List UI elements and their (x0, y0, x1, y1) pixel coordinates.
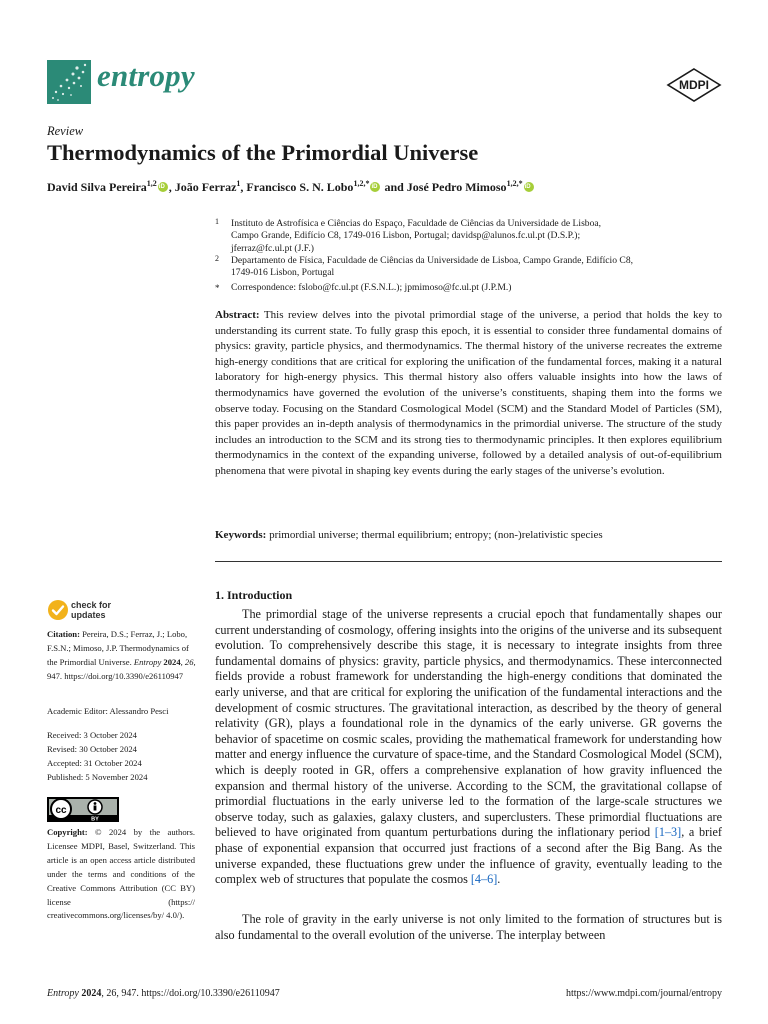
citation-volume: 26 (184, 656, 194, 667)
svg-text:cc: cc (55, 805, 67, 816)
check-updates-line1: check for (71, 600, 112, 610)
citation-pages: , 947. (47, 656, 196, 681)
affiliation-2 (231, 255, 711, 280)
citation-year: 2024 (163, 656, 181, 667)
keywords (215, 528, 722, 543)
author-name: David Silva Pereira (47, 180, 147, 194)
date-accepted: Accepted: 31 October 2024 (47, 757, 142, 768)
paragraph-text: , a brief phase of exponential expansion that occurred just fractions of a second after the Big Bang. As the universe expanded, these fluctuations grew under the influence of gravity, eventually leading to the complex web of structures that populate the cosmos (215, 825, 722, 887)
footer-citation (47, 988, 280, 999)
author-separator: , (168, 180, 175, 194)
citation-doi-link[interactable]: https://doi.org/10.3390/e26110947 (64, 670, 184, 681)
copyright-label: Copyright: (47, 827, 88, 837)
abstract-divider (215, 561, 722, 562)
author-name: Francisco S. N. Lobo (246, 180, 354, 194)
keywords-label: Keywords: (215, 529, 267, 541)
affiliation-1-line: Campo Grande, Edifício C8, 1749-016 Lisbon, Portugal; davidsp@alunos.fc.ul.pt (D.S.P.); (231, 230, 581, 242)
orcid-icon[interactable] (370, 182, 380, 192)
keywords-text: primordial universe; thermal equilibrium; entropy; (non-)relativistic species (269, 529, 603, 541)
footer-details: , 26, 947. https://doi.org/10.3390/e26110947 (101, 988, 280, 999)
correspondence-marker: * (215, 283, 220, 293)
article-type: Review (47, 124, 84, 138)
cc-badge-label: BY (91, 816, 99, 822)
publication-dates (47, 729, 197, 785)
intro-paragraph-2: The role of gravity in the early universe is not only limited to the formation of structures but is also fundamental to the overall evolution of the universe. The interplay between (215, 912, 722, 942)
abstract (215, 308, 722, 480)
author-affiliation-marker: 1,2,* (506, 179, 523, 188)
affiliation-1-number: 1 (215, 217, 219, 226)
section-heading: 1. Introduction (215, 588, 293, 602)
author-affiliation-marker: 1,2 (146, 179, 157, 188)
academic-editor: Academic Editor: Alessandro Pesci (47, 706, 169, 716)
footer-journal: Entropy (47, 988, 79, 999)
reference-link[interactable]: [4–6] (470, 872, 498, 887)
affiliation-1-line: jferraz@fc.ul.pt (J.F.) (231, 242, 314, 254)
copyright-text: © 2024 by the authors. Licensee MDPI, Basel, Switzerland. This article is an open access article distributed under the terms and conditions of the Creative Commons Attribution (CC BY) license (https:// creativecommons.org/licenses/by/ 4.0/). (47, 827, 195, 921)
paragraph-text: The primordial stage of the universe represents a crucial epoch that fundamentally shapes our current understanding of cosmology, offering insights into the origins of the universe and its subsequent evolution. To comprehensively describe this stage, it is necessary to integrate insights from three fundamental domains of physics: gravity, particle physics, and thermodynamics. These interconnected fields provide a robust framework for understanding the high-energy conditions that dominated the early universe, and that are critical for exploring the unification of the fundamental interactions and the development of cosmic structures. The gravitational interaction, as described by the theory of general relativity (GR), plays a foundational role in the dynamics of the early universe. GR governs the behavior of spacetime on cosmic scales, providing the mathematical framework for understanding how matter and energy influence the curvature of space-time, and the Standard Cosmological Model (SCM), which is deeply rooted in GR, offers a comprehensive explanation of how gravity influenced the expansion and thermal history of the universe. According to the SCM, the gravitational collapse of primordial fluctuations in the early universe led to the formation of the large-scale structures we observe today, such as galaxies, galaxy clusters, and superclusters. These primordial fluctuations are believed to have originated from quantum perturbations during the inflationary period (215, 607, 722, 840)
author-separator: and (381, 180, 407, 194)
footer-year: 2024 (81, 988, 102, 999)
abstract-label: Abstract: (215, 309, 260, 321)
author-name: João Ferraz (174, 180, 237, 194)
author-affiliation-marker: 1,2,* (353, 179, 370, 188)
date-revised: Revised: 30 October 2024 (47, 743, 137, 754)
check-updates-icon (47, 599, 69, 621)
article-title: Thermodynamics of the Primordial Universe (47, 140, 479, 165)
check-for-updates-button[interactable] (47, 599, 137, 625)
entropy-logo-icon (47, 60, 91, 104)
affiliation-2-line: Departamento de Física, Faculdade de Ciências da Universidade de Lisboa, Campo Grande, Edifício C8, (231, 255, 634, 266)
abstract-text: This review delves into the pivotal primordial stage of the universe, a period that holds the key to understanding its current state. To fully grasp this epoch, it is essential to consider three fundamental domains of physics: gravity, particle physics, and thermodynamics. The thermal history of the universe recreates the extreme high-energy conditions that are critical for exploring the unification of the fundamental forces, making it a natural laboratory for high-energy physics. This thermal history also offers valuable insights into how the laws of thermodynamics have governed the evolution of the universe’s constituents, shaping them into the forms we observe today. Focusing on the Standard Cosmological Model (SCM) and the Standard Model of Particles (SM), this paper provides an in-depth analysis of thermodynamics in the primordial universe. The structure of the study includes an introduction to the SCM and its strong ties to thermodynamic principles. It then explores equilibrium thermodynamics in the context of the expanding universe, followed by a detailed analysis of out-of-equilibrium phenomena that were pivotal in shaping key events during the early stages of the universe’s evolution. (215, 309, 722, 477)
citation-label: Citation: (47, 629, 80, 639)
affiliation-2-number: 2 (215, 254, 219, 263)
journal-name: entropy (97, 58, 195, 93)
affiliation-2-line: 1749-016 Lisbon, Portugal (231, 267, 335, 279)
author-separator: , (240, 180, 247, 194)
publisher-label: MDPI (679, 78, 709, 92)
paragraph-text: . (497, 872, 501, 887)
author-name: José Pedro Mimoso (406, 180, 507, 194)
orcid-icon[interactable] (158, 182, 168, 192)
correspondence: Correspondence: fslobo@fc.ul.pt (F.S.N.L.); jpmimoso@fc.ul.pt (J.P.M.) (231, 282, 512, 293)
orcid-icon[interactable] (524, 182, 534, 192)
reference-link[interactable]: [1–3] (654, 825, 682, 840)
citation-authors: Pereira, D.S.; Ferraz, J.; Lobo, F.S.N.; Mimoso, J.P. Thermodynamics of the Primordial Universe. (47, 629, 189, 667)
author-list (47, 179, 535, 195)
mdpi-logo-icon (666, 68, 722, 102)
cc-by-license-icon[interactable] (47, 797, 119, 822)
citation-journal: Entropy (133, 656, 162, 667)
footer-journal-url[interactable]: https://www.mdpi.com/journal/entropy (565, 988, 722, 999)
author-affiliation-marker: 1 (236, 179, 241, 188)
date-published: Published: 5 November 2024 (47, 771, 148, 782)
affiliation-1 (231, 218, 711, 255)
copyright-notice (47, 826, 195, 923)
check-updates-line2: updates (71, 609, 106, 620)
intro-paragraph-1 (215, 607, 722, 888)
affiliation-1-line: Instituto de Astrofísica e Ciências do Espaço, Faculdade de Ciências da Universidade de Lisboa, (231, 218, 602, 229)
citation: Citation: Pereira, D.S.; Ferraz, J.; Lobo, F.S.N.; Mimoso, J.P. Thermodynamics of the Primordial Universe. Entropy 2024, 26, 947. https://doi.org/10.3390/e26110947 (47, 629, 196, 681)
date-received: Received: 3 October 2024 (47, 730, 137, 740)
